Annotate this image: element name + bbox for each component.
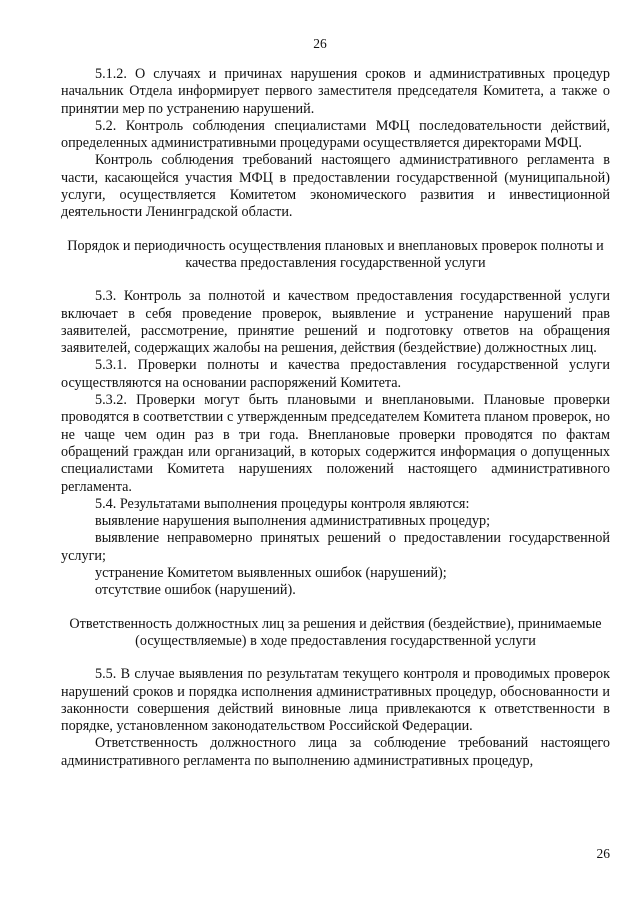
section-heading-responsibility: Ответственность должностных лиц за решения и действия (бездействие), принимаемые (осуществляемые) в ходе предоставления государственной услуги: [69, 615, 602, 649]
page-number-bottom: 26: [596, 846, 610, 861]
paragraph-5-4: 5.4. Результатами выполнения процедуры контроля являются:: [95, 495, 470, 512]
paragraph-5-1-2: 5.1.2. О случаях и причинах нарушения сроков и административных процедур начальник Отдела информирует первого заместителя председателя Комитета, а также о принятии мер по устранению нарушений.: [61, 66, 610, 117]
list-item: выявление нарушения выполнения административных процедур;: [95, 513, 491, 530]
paragraph-mfc-control: Контроль соблюдения требований настоящего административного регламента в части, касающейся участия МФЦ в предоставлении государственной (муниципальной) услуги, осуществляется Комитетом экономического развития и инвестиционной деятельности Ленинградской области.: [61, 152, 610, 221]
document-body: [61, 66, 610, 770]
spacer: [61, 650, 610, 666]
list-item: отсутствие ошибок (нарушений).: [95, 582, 296, 599]
paragraph-5-3-2: 5.3.2. Проверки могут быть плановыми и внеплановыми. Плановые проверки проводятся в соответствии с утвержденным председателем Комитета планом проверок, но не чаще чем один раз в три года. Внеплановые проверки проводятся по фактам обращений граждан или организаций, в которых содержится информация о допущенных специалистами Комитета нарушениях положений настоящего административного регламента.: [61, 392, 610, 495]
paragraph-responsibility: Ответственность должностного лица за соблюдение требований настоящего административного регламента по выполнению административных процедур,: [61, 735, 610, 769]
spacer: [61, 272, 610, 288]
page-number-top: 26: [313, 36, 327, 51]
list-item: устранение Комитетом выявленных ошибок (нарушений);: [95, 565, 447, 582]
list-item: выявление неправомерно принятых решений о предоставлении государственной услуги;: [61, 530, 610, 564]
paragraph-5-3-1: 5.3.1. Проверки полноты и качества предоставления государственной услуги осуществляются на основании распоряжений Комитета.: [61, 357, 610, 391]
paragraph-5-2: 5.2. Контроль соблюдения специалистами МФЦ последовательности действий, определенных административными процедурами осуществляется директорами МФЦ.: [61, 117, 610, 152]
paragraph-5-3: 5.3. Контроль за полнотой и качеством предоставления государственной услуги включает в себя проведение проверок, выявление и устранение нарушений прав заявителей, рассмотрение, принятие решений и подготовку ответов на обращения заявителей, содержащих жалобы на решения, действия (бездействие) должностных лиц.: [61, 288, 610, 357]
spacer: [61, 222, 610, 238]
section-heading-inspections: Порядок и периодичность осуществления плановых и внеплановых проверок полноты и качества предоставления государственной услуги: [67, 237, 604, 271]
spacer: [61, 600, 610, 616]
paragraph-5-5: 5.5. В случае выявления по результатам текущего контроля и проводимых проверок нарушений сроков и порядка исполнения административных процедур, обоснованности и законности совершения действий виновные лица привлекаются к ответственности в порядке, установленном законодательством Российской Федерации.: [61, 666, 610, 735]
